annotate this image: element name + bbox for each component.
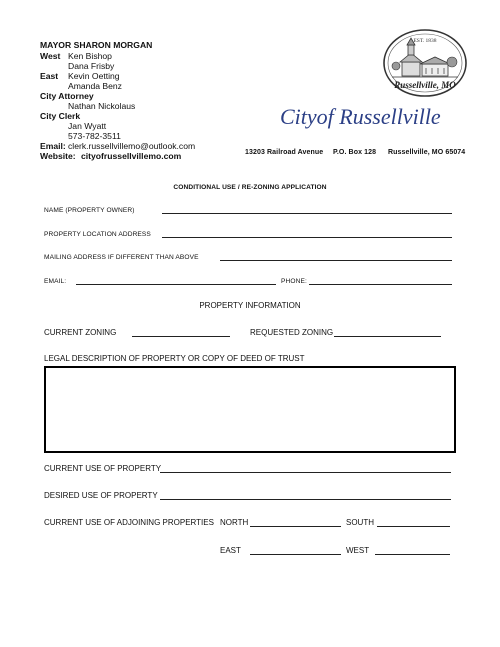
south-label: SOUTH [346, 518, 374, 527]
west-member-2: Dana Frisby [68, 61, 115, 71]
current-zoning-field[interactable] [132, 336, 230, 337]
location-address-field[interactable] [162, 237, 452, 238]
owner-name-field[interactable] [162, 213, 452, 214]
form-title: CONDITIONAL USE / RE-ZONING APPLICATION [173, 184, 327, 191]
logo-est-text: EST. 1838 [413, 38, 437, 44]
email-field-label: EMAIL: [44, 278, 67, 285]
east-field[interactable] [250, 554, 341, 555]
email-value: clerk.russellvillemo@outlook.com [68, 141, 196, 151]
current-zoning-label: CURRENT ZONING [44, 328, 117, 337]
desired-use-field[interactable] [160, 499, 451, 500]
desired-use-label: DESIRED USE OF PROPERTY [44, 491, 158, 500]
property-info-heading: PROPERTY INFORMATION [199, 301, 301, 310]
east-member-2: Amanda Benz [68, 81, 122, 91]
north-field[interactable] [250, 526, 341, 527]
owner-name-label: NAME (PROPERTY OWNER) [44, 207, 135, 214]
current-use-label: CURRENT USE OF PROPERTY [44, 464, 162, 473]
mailing-address-label: MAILING ADDRESS IF DIFFERENT THAN ABOVE [44, 254, 199, 261]
phone-field[interactable] [309, 284, 452, 285]
west-member-1: Ken Bishop [68, 51, 112, 61]
east-label: EAST [220, 546, 241, 555]
west-field[interactable] [375, 554, 450, 555]
mayor-name: MAYOR SHARON MORGAN [40, 40, 153, 50]
address-po-box: P.O. Box 128 [333, 149, 377, 156]
city-seal-logo [382, 28, 468, 98]
logo-script-text: Russellville, MO [394, 80, 456, 90]
clerk-name: Jan Wyatt [68, 121, 107, 131]
website-label: Website: [40, 151, 76, 161]
current-use-field[interactable] [160, 472, 451, 473]
south-field[interactable] [377, 526, 450, 527]
mailing-address-field[interactable] [220, 260, 452, 261]
attorney-label: City Attorney [40, 91, 94, 101]
west-label: West [40, 51, 61, 61]
attorney-name: Nathan Nickolaus [68, 101, 136, 111]
requested-zoning-field[interactable] [334, 336, 441, 337]
clerk-label: City Clerk [40, 111, 81, 121]
clerk-phone: 573-782-3511 [68, 131, 121, 141]
north-label: NORTH [220, 518, 249, 527]
east-member-1: Kevin Oetting [68, 71, 120, 81]
address-street: 13203 Railroad Avenue [245, 149, 324, 156]
email-field[interactable] [76, 284, 276, 285]
adjoining-use-label: CURRENT USE OF ADJOINING PROPERTIES [44, 518, 214, 527]
city-title: Cityof Russellville [280, 104, 441, 129]
email-label: Email: [40, 141, 66, 151]
legal-description-label: LEGAL DESCRIPTION OF PROPERTY OR COPY OF DEED OF TRUST [44, 354, 305, 363]
address-city: Russellville, MO 65074 [388, 149, 466, 156]
location-address-label: PROPERTY LOCATION ADDRESS [44, 231, 151, 238]
phone-field-label: PHONE: [281, 278, 307, 285]
legal-description-box[interactable] [44, 366, 456, 453]
west-label: WEST [346, 546, 370, 555]
requested-zoning-label: REQUESTED ZONING [250, 328, 334, 337]
east-label: East [40, 71, 59, 81]
website-value: cityofrussellvillemo.com [81, 151, 182, 161]
